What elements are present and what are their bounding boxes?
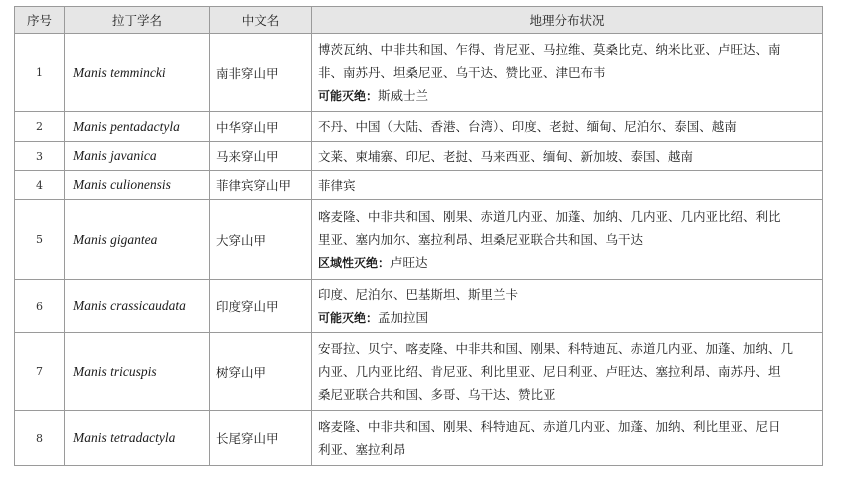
chinese-name: 马来穿山甲 <box>210 142 312 171</box>
chinese-name: 南非穿山甲 <box>210 34 312 112</box>
pangolin-distribution-table <box>14 6 823 466</box>
latin-name: Manis tetradactyla <box>65 411 210 466</box>
latin-name: Manis temmincki <box>65 34 210 112</box>
table-row <box>15 34 823 112</box>
latin-name: Manis gigantea <box>65 200 210 280</box>
distribution-cell <box>312 280 823 333</box>
chinese-name: 大穿山甲 <box>210 200 312 280</box>
distribution-line: 文莱、柬埔寨、印尼、老挝、马来西亚、缅甸、新加坡、泰国、越南 <box>318 148 694 164</box>
distribution-line: 内亚、几内亚比绍、肯尼亚、利比里亚、尼日利亚、卢旺达、塞拉利昂、南苏丹、坦 <box>318 364 781 379</box>
table-row <box>15 171 823 200</box>
distribution-cell <box>312 34 823 112</box>
distribution-line: 喀麦隆、中非共和国、刚果、科特迪瓦、赤道几内亚、加蓬、加纳、利比里亚、尼日 <box>318 419 781 434</box>
distribution-line: 印度、尼泊尔、巴基斯坦、斯里兰卡 <box>318 286 519 302</box>
latin-name: Manis javanica <box>65 142 210 171</box>
chinese-name: 树穿山甲 <box>210 333 312 411</box>
distribution-line: 博茨瓦纳、中非共和国、乍得、肯尼亚、马拉维、莫桑比克、纳米比亚、卢旺达、南 <box>318 41 781 57</box>
chinese-name: 菲律宾穿山甲 <box>210 171 312 200</box>
extinction-label: 可能灭绝： <box>318 310 379 325</box>
row-index: 4 <box>15 171 65 200</box>
chinese-name: 长尾穿山甲 <box>210 411 312 466</box>
header-chinese-name: 中文名 <box>210 7 312 34</box>
latin-name: Manis tricuspis <box>65 333 210 411</box>
header-distribution: 地理分布状况 <box>312 7 823 34</box>
row-index: 8 <box>15 411 65 466</box>
table-body <box>15 34 823 466</box>
latin-name: Manis culionensis <box>65 171 210 200</box>
distribution-cell <box>312 112 823 142</box>
header-latin-name: 拉丁学名 <box>65 7 210 34</box>
distribution-cell <box>312 171 823 200</box>
extinction-value: 卢旺达 <box>390 254 428 270</box>
extinction-label: 区域性灭绝： <box>318 255 391 270</box>
row-index: 2 <box>15 112 65 142</box>
header-row <box>15 7 823 34</box>
table-row <box>15 142 823 171</box>
distribution-cell <box>312 411 823 466</box>
latin-name: Manis pentadactyla <box>65 112 210 142</box>
distribution-cell <box>312 200 823 280</box>
latin-name: Manis crassicaudata <box>65 280 210 333</box>
extinction-line <box>318 306 816 330</box>
extinction-value: 斯威士兰 <box>378 87 429 103</box>
distribution-line: 非、南苏丹、坦桑尼亚、乌干达、赞比亚、津巴布韦 <box>318 64 606 80</box>
distribution-line: 桑尼亚联合共和国、多哥、乌干达、赞比亚 <box>318 387 556 402</box>
extinction-label: 可能灭绝： <box>318 88 379 103</box>
distribution-line: 利亚、塞拉利昂 <box>318 442 406 457</box>
distribution-cell <box>312 333 823 411</box>
row-index: 7 <box>15 333 65 411</box>
row-index: 3 <box>15 142 65 171</box>
table-row <box>15 112 823 142</box>
row-index: 6 <box>15 280 65 333</box>
chinese-name: 中华穿山甲 <box>210 112 312 142</box>
table-row <box>15 280 823 333</box>
table-row <box>15 411 823 466</box>
distribution-line: 不丹、中国（大陆、香港、台湾）、印度、老挝、缅甸、尼泊尔、泰国、越南 <box>318 119 737 134</box>
header-index: 序号 <box>15 7 65 34</box>
chinese-name: 印度穿山甲 <box>210 280 312 333</box>
distribution-line: 菲律宾 <box>318 177 356 193</box>
table-row <box>15 333 823 411</box>
distribution-line: 安哥拉、贝宁、喀麦隆、中非共和国、刚果、科特迪瓦、赤道几内亚、加蓬、加纳、几 <box>318 341 794 356</box>
extinction-line <box>318 251 816 275</box>
table-row <box>15 200 823 280</box>
row-index: 1 <box>15 34 65 112</box>
distribution-cell <box>312 142 823 171</box>
row-index: 5 <box>15 200 65 280</box>
table-header <box>15 7 823 34</box>
extinction-line <box>318 84 816 108</box>
distribution-line: 里亚、塞内加尔、塞拉利昂、坦桑尼亚联合共和国、乌干达 <box>318 231 644 247</box>
extinction-value: 孟加拉国 <box>378 309 429 325</box>
distribution-line: 喀麦隆、中非共和国、刚果、赤道几内亚、加蓬、加纳、几内亚、几内亚比绍、利比 <box>318 208 781 224</box>
